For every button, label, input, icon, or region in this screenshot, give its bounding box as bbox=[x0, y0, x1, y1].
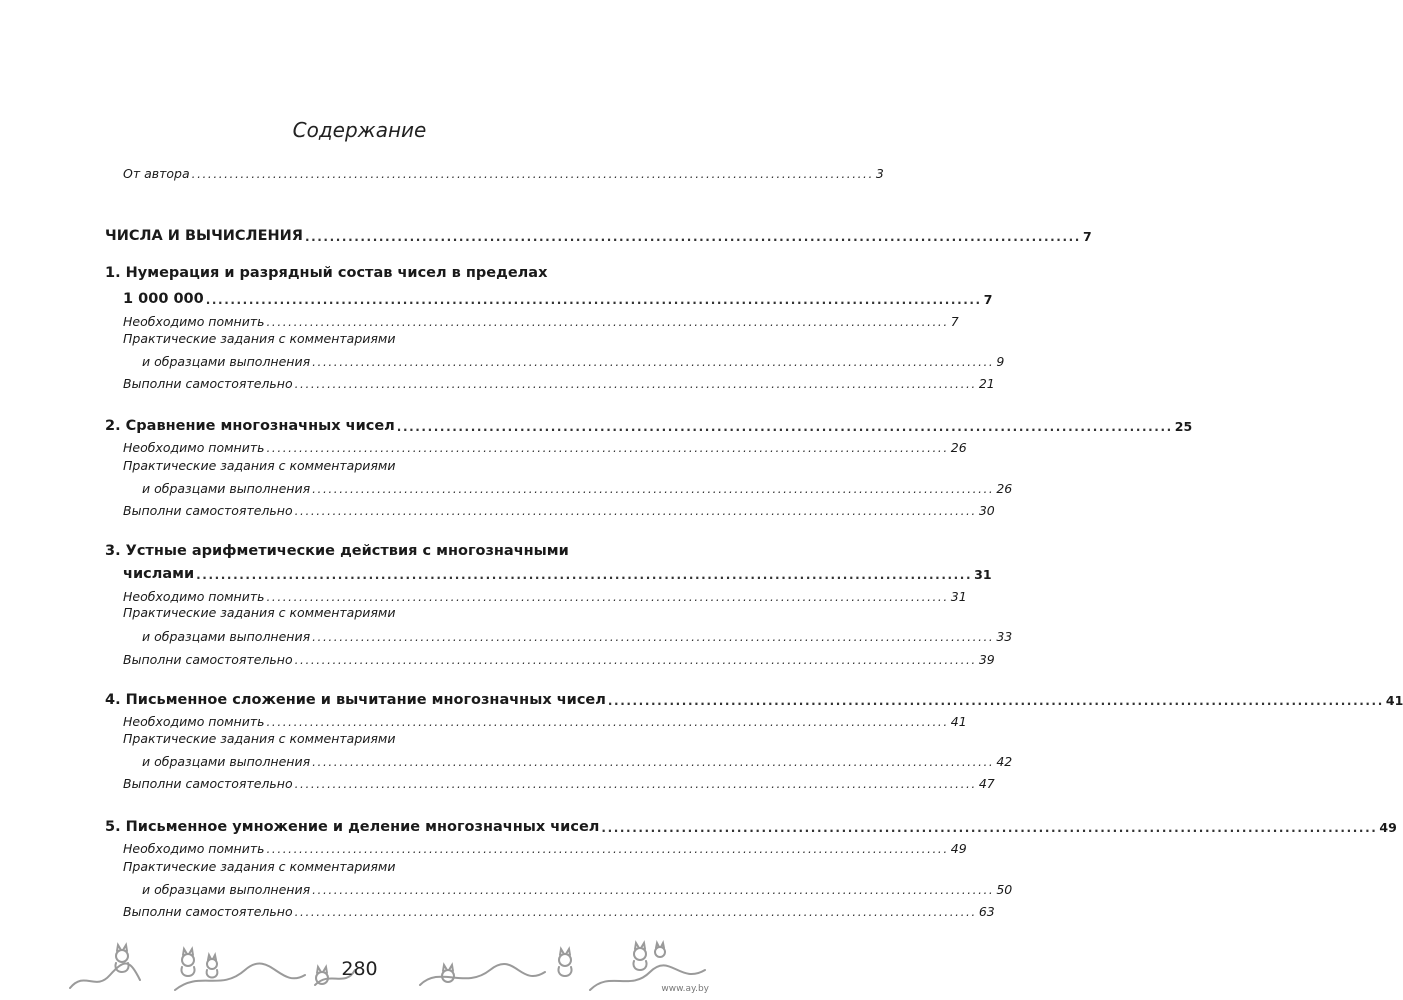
leader-dots: .............................................................................................................................. bbox=[294, 504, 977, 518]
toc-chapter[interactable] bbox=[105, 686, 1403, 708]
page-title: Содержание bbox=[292, 118, 427, 142]
leader-dots: .............................................................................................................................. bbox=[266, 842, 949, 856]
leader-dots: .............................................................................................................................. bbox=[312, 630, 995, 644]
toc-chapter-title[interactable]: 3. Устные арифметические действия с многозначными bbox=[105, 543, 569, 559]
toc-entry[interactable] bbox=[142, 747, 1013, 769]
toc-chapter[interactable] bbox=[105, 412, 1193, 434]
toc-entry-page: 33 bbox=[996, 629, 1013, 644]
toc-entry-page: 9 bbox=[996, 354, 1005, 369]
toc-section[interactable] bbox=[105, 222, 1092, 244]
toc-chapter[interactable] bbox=[123, 560, 992, 582]
toc-entry[interactable] bbox=[142, 875, 1013, 897]
toc-entry-page: 42 bbox=[996, 754, 1013, 769]
toc-entry[interactable] bbox=[123, 834, 967, 856]
leader-dots: .............................................................................................................................. bbox=[601, 821, 1378, 835]
toc-entry[interactable] bbox=[123, 369, 995, 391]
toc-entry[interactable] bbox=[123, 433, 967, 455]
leader-dots: .............................................................................................................................. bbox=[312, 355, 995, 369]
toc-entry-title[interactable]: Практические задания с комментариями bbox=[123, 605, 396, 620]
leader-dots: .............................................................................................................................. bbox=[294, 905, 977, 919]
toc-entry-title: и образцами выполнения bbox=[142, 882, 311, 897]
leader-dots: .............................................................................................................................. bbox=[266, 715, 949, 729]
toc-entry-title[interactable]: Практические задания с комментариями bbox=[123, 859, 396, 874]
leader-dots: .............................................................................................................................. bbox=[266, 441, 949, 455]
leader-dots: .............................................................................................................................. bbox=[294, 377, 977, 391]
toc-entry-page: 21 bbox=[978, 376, 995, 391]
toc-entry-page: 26 bbox=[950, 440, 967, 455]
toc-entry-title: Выполни самостоятельно bbox=[123, 776, 293, 791]
toc-entry-title: Выполни самостоятельно bbox=[123, 503, 293, 518]
toc-entry[interactable] bbox=[142, 474, 1013, 496]
toc-entry-page: 63 bbox=[978, 904, 995, 919]
leader-dots: .............................................................................................................................. bbox=[312, 883, 995, 897]
leader-dots: .............................................................................................................................. bbox=[266, 315, 949, 329]
toc-chapter-title[interactable]: 1. Нумерация и разрядный состав чисел в пределах bbox=[105, 265, 548, 281]
leader-dots: .............................................................................................................................. bbox=[294, 777, 977, 791]
toc-entry-title: и образцами выполнения bbox=[142, 629, 311, 644]
leader-dots: .............................................................................................................................. bbox=[312, 755, 995, 769]
toc-entry-title: 1 000 000 bbox=[123, 291, 204, 307]
toc-entry-title: и образцами выполнения bbox=[142, 754, 311, 769]
toc-entry-page: 7 bbox=[950, 314, 959, 329]
toc-entry-title: 2. Сравнение многозначных чисел bbox=[105, 418, 395, 434]
toc-entry-title: и образцами выполнения bbox=[142, 354, 311, 369]
toc-entry-title: От автора bbox=[123, 166, 190, 181]
toc-entry-title: Выполни самостоятельно bbox=[123, 652, 293, 667]
toc-entry-page: 50 bbox=[996, 882, 1013, 897]
toc-entry-page: 25 bbox=[1174, 419, 1193, 434]
leader-dots: .............................................................................................................................. bbox=[396, 420, 1173, 434]
toc-entry-title: и образцами выполнения bbox=[142, 481, 311, 496]
toc-entry[interactable] bbox=[123, 496, 995, 518]
leader-dots: .............................................................................................................................. bbox=[294, 653, 977, 667]
toc-chapter[interactable] bbox=[105, 813, 1397, 835]
toc-entry-title[interactable]: Практические задания с комментариями bbox=[123, 731, 396, 746]
toc-entry[interactable] bbox=[142, 622, 1013, 644]
toc-entry-page: 7 bbox=[1082, 229, 1092, 244]
toc-entry-page: 7 bbox=[983, 292, 993, 307]
toc-entry-title[interactable]: Практические задания с комментариями bbox=[123, 331, 396, 346]
toc-entry[interactable] bbox=[142, 347, 1005, 369]
toc-entry-page: 39 bbox=[978, 652, 995, 667]
leader-dots: .............................................................................................................................. bbox=[607, 694, 1384, 708]
toc-entry-page: 47 bbox=[978, 776, 995, 791]
toc-entry-title: 5. Письменное умножение и деление многозначных чисел bbox=[105, 819, 600, 835]
toc-entry[interactable] bbox=[123, 645, 995, 667]
leader-dots: .............................................................................................................................. bbox=[312, 482, 995, 496]
toc-entry-page: 31 bbox=[974, 567, 992, 582]
toc-entry-title: ЧИСЛА И ВЫЧИСЛЕНИЯ bbox=[105, 228, 303, 244]
toc-entry-page: 41 bbox=[950, 714, 967, 729]
page-number: 280 bbox=[341, 958, 378, 980]
toc-entry-title: Необходимо помнить bbox=[123, 714, 265, 729]
leader-dots: .............................................................................................................................. bbox=[191, 167, 874, 181]
toc-entry-title: Необходимо помнить bbox=[123, 841, 265, 856]
toc-entry[interactable] bbox=[123, 897, 995, 919]
toc-entry[interactable] bbox=[123, 582, 967, 604]
leader-dots: .............................................................................................................................. bbox=[205, 293, 982, 307]
toc-entry[interactable] bbox=[123, 707, 967, 729]
toc-entry-title: Необходимо помнить bbox=[123, 589, 265, 604]
toc-entry-title: Выполни самостоятельно bbox=[123, 376, 293, 391]
toc-entry-title: Необходимо помнить bbox=[123, 314, 265, 329]
toc-entry[interactable] bbox=[123, 769, 995, 791]
toc-entry[interactable] bbox=[123, 307, 959, 329]
leader-dots: .............................................................................................................................. bbox=[196, 568, 973, 582]
toc-entry-title: 4. Письменное сложение и вычитание многозначных чисел bbox=[105, 692, 606, 708]
toc-entry[interactable] bbox=[123, 159, 884, 181]
toc-entry-page: 49 bbox=[950, 841, 967, 856]
toc-entry-title: числами bbox=[123, 566, 195, 582]
toc-chapter[interactable] bbox=[123, 285, 993, 307]
toc-entry-page: 49 bbox=[1379, 820, 1397, 835]
watermark: www.ay.by bbox=[661, 984, 709, 994]
leader-dots: .............................................................................................................................. bbox=[304, 230, 1081, 244]
toc-entry-title[interactable]: Практические задания с комментариями bbox=[123, 458, 396, 473]
toc-entry-page: 31 bbox=[950, 589, 967, 604]
toc-entry-page: 26 bbox=[996, 481, 1013, 496]
toc-entry-title: Необходимо помнить bbox=[123, 440, 265, 455]
leader-dots: .............................................................................................................................. bbox=[266, 590, 949, 604]
toc-entry-page: 41 bbox=[1385, 693, 1403, 708]
toc-entry-title: Выполни самостоятельно bbox=[123, 904, 293, 919]
toc-entry-page: 3 bbox=[875, 166, 884, 181]
toc-entry-page: 30 bbox=[978, 503, 995, 518]
